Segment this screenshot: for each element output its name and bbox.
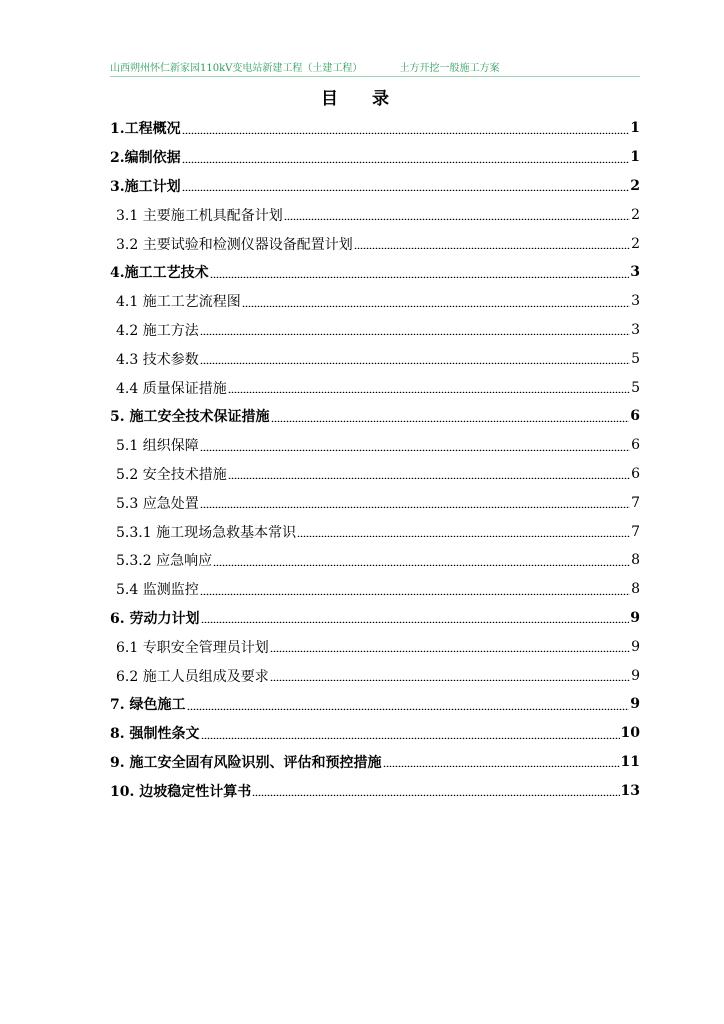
table-of-contents xyxy=(110,114,640,805)
toc-leader-dots xyxy=(284,209,630,220)
toc-entry-page-number: 3 xyxy=(631,293,640,310)
toc-entry-title: 5. 施工安全技术保证措施 xyxy=(110,409,270,426)
toc-entry-page-number: 9 xyxy=(631,667,640,684)
toc-entry-page-number: 5 xyxy=(631,379,640,396)
toc-entry-title: 5.4 监测监控 xyxy=(116,582,199,599)
toc-entry-title: 5.3.1 施工现场急救基本常识 xyxy=(116,524,297,541)
toc-entry-page-number: 6 xyxy=(631,465,640,482)
toc-leader-dots xyxy=(182,180,630,191)
toc-leader-dots xyxy=(228,382,630,393)
toc-entry[interactable] xyxy=(110,402,640,431)
toc-entry[interactable] xyxy=(110,229,640,258)
toc-entry-title: 5.2 安全技术措施 xyxy=(116,466,227,483)
toc-title: 目 录 xyxy=(321,89,403,109)
toc-leader-dots xyxy=(201,728,620,739)
toc-entry-page-number: 2 xyxy=(630,177,640,194)
toc-entry[interactable] xyxy=(110,287,640,316)
toc-entry-page-number: 9 xyxy=(630,696,640,713)
toc-entry[interactable] xyxy=(110,316,640,345)
toc-entry-page-number: 3 xyxy=(630,264,640,281)
toc-entry-page-number: 5 xyxy=(631,350,640,367)
toc-entry[interactable] xyxy=(110,143,640,172)
toc-entry[interactable] xyxy=(110,114,640,143)
toc-entry-page-number: 1 xyxy=(630,120,640,137)
toc-entry[interactable] xyxy=(110,344,640,373)
toc-entry-page-number: 13 xyxy=(620,782,640,799)
toc-entry-page-number: 3 xyxy=(631,321,640,338)
toc-entry[interactable] xyxy=(110,172,640,201)
toc-entry-title: 4.4 质量保证措施 xyxy=(116,380,227,397)
toc-entry-title: 5.1 组织保障 xyxy=(116,438,199,455)
toc-entry[interactable] xyxy=(110,632,640,661)
toc-leader-dots xyxy=(182,123,630,134)
toc-entry-title: 6. 劳动力计划 xyxy=(110,610,200,627)
toc-entry-page-number: 9 xyxy=(631,638,640,655)
header-document-name: 土方开挖一般施工方案 xyxy=(399,63,500,74)
toc-entry-page-number: 2 xyxy=(631,235,640,252)
toc-leader-dots xyxy=(271,411,630,422)
toc-entry-title: 6.2 施工人员组成及要求 xyxy=(116,668,269,685)
toc-entry-title: 8. 强制性条文 xyxy=(110,726,200,743)
toc-entry-page-number: 7 xyxy=(631,523,640,540)
header-rule xyxy=(110,76,640,77)
toc-leader-dots xyxy=(297,526,630,537)
toc-entry-title: 6.1 专职安全管理员计划 xyxy=(116,639,269,656)
toc-entry[interactable] xyxy=(110,748,640,777)
toc-entry[interactable] xyxy=(110,488,640,517)
toc-leader-dots xyxy=(200,353,630,364)
toc-entry-title: 2.编制依据 xyxy=(110,150,181,167)
toc-entry-page-number: 6 xyxy=(630,408,640,425)
header-project-name: 山西朔州怀仁新家园110kV变电站新建工程（土建工程） xyxy=(110,63,363,74)
toc-leader-dots xyxy=(200,324,630,335)
toc-entry[interactable] xyxy=(110,460,640,489)
toc-leader-dots xyxy=(187,699,630,710)
toc-entry[interactable] xyxy=(110,719,640,748)
page-header xyxy=(110,59,640,74)
toc-entry-title: 4.1 施工工艺流程图 xyxy=(116,294,241,311)
toc-leader-dots xyxy=(252,785,619,796)
toc-entry-title: 5.3 应急处置 xyxy=(116,495,199,512)
toc-entry-page-number: 8 xyxy=(631,552,640,569)
toc-entry[interactable] xyxy=(110,575,640,604)
toc-leader-dots xyxy=(200,497,630,508)
toc-leader-dots xyxy=(242,296,630,307)
toc-entry-page-number: 2 xyxy=(631,206,640,223)
toc-entry[interactable] xyxy=(110,690,640,719)
toc-entry-title: 7. 绿色施工 xyxy=(110,697,186,714)
toc-entry-page-number: 11 xyxy=(620,753,640,770)
toc-entry-title: 4.2 施工方法 xyxy=(116,322,199,339)
toc-entry-page-number: 10 xyxy=(620,725,640,742)
toc-entry[interactable] xyxy=(110,604,640,633)
toc-entry-title: 10. 边坡稳定性计算书 xyxy=(110,783,252,800)
toc-entry[interactable] xyxy=(110,373,640,402)
toc-entry-page-number: 6 xyxy=(631,437,640,454)
toc-entry-page-number: 7 xyxy=(631,494,640,511)
toc-entry[interactable] xyxy=(110,661,640,690)
toc-entry-title: 3.施工计划 xyxy=(110,178,181,195)
toc-entry[interactable] xyxy=(110,776,640,805)
toc-entry[interactable] xyxy=(110,517,640,546)
toc-entry[interactable] xyxy=(110,258,640,287)
toc-entry-page-number: 9 xyxy=(630,609,640,626)
toc-leader-dots xyxy=(270,641,630,652)
toc-leader-dots xyxy=(228,468,630,479)
toc-leader-dots xyxy=(210,267,630,278)
toc-entry-title: 5.3.2 应急响应 xyxy=(116,553,213,570)
toc-entry-title: 4.施工工艺技术 xyxy=(110,265,209,282)
toc-entry-title: 3.1 主要施工机具配备计划 xyxy=(116,207,283,224)
toc-leader-dots xyxy=(200,440,630,451)
toc-entry[interactable] xyxy=(110,546,640,575)
toc-entry[interactable] xyxy=(110,200,640,229)
toc-entry-page-number: 8 xyxy=(631,581,640,598)
toc-leader-dots xyxy=(354,238,630,249)
toc-leader-dots xyxy=(182,152,630,163)
toc-entry-title: 9. 施工安全固有风险识别、评估和预控措施 xyxy=(110,754,382,771)
toc-entry[interactable] xyxy=(110,431,640,460)
toc-leader-dots xyxy=(200,584,630,595)
toc-entry-title: 3.2 主要试验和检测仪器设备配置计划 xyxy=(116,236,353,253)
toc-leader-dots xyxy=(201,612,630,623)
toc-entry-title: 4.3 技术参数 xyxy=(116,351,199,368)
toc-leader-dots xyxy=(383,756,620,767)
toc-leader-dots xyxy=(270,670,630,681)
toc-leader-dots xyxy=(213,555,630,566)
toc-entry-title: 1.工程概况 xyxy=(110,121,181,138)
toc-entry-page-number: 1 xyxy=(630,149,640,166)
